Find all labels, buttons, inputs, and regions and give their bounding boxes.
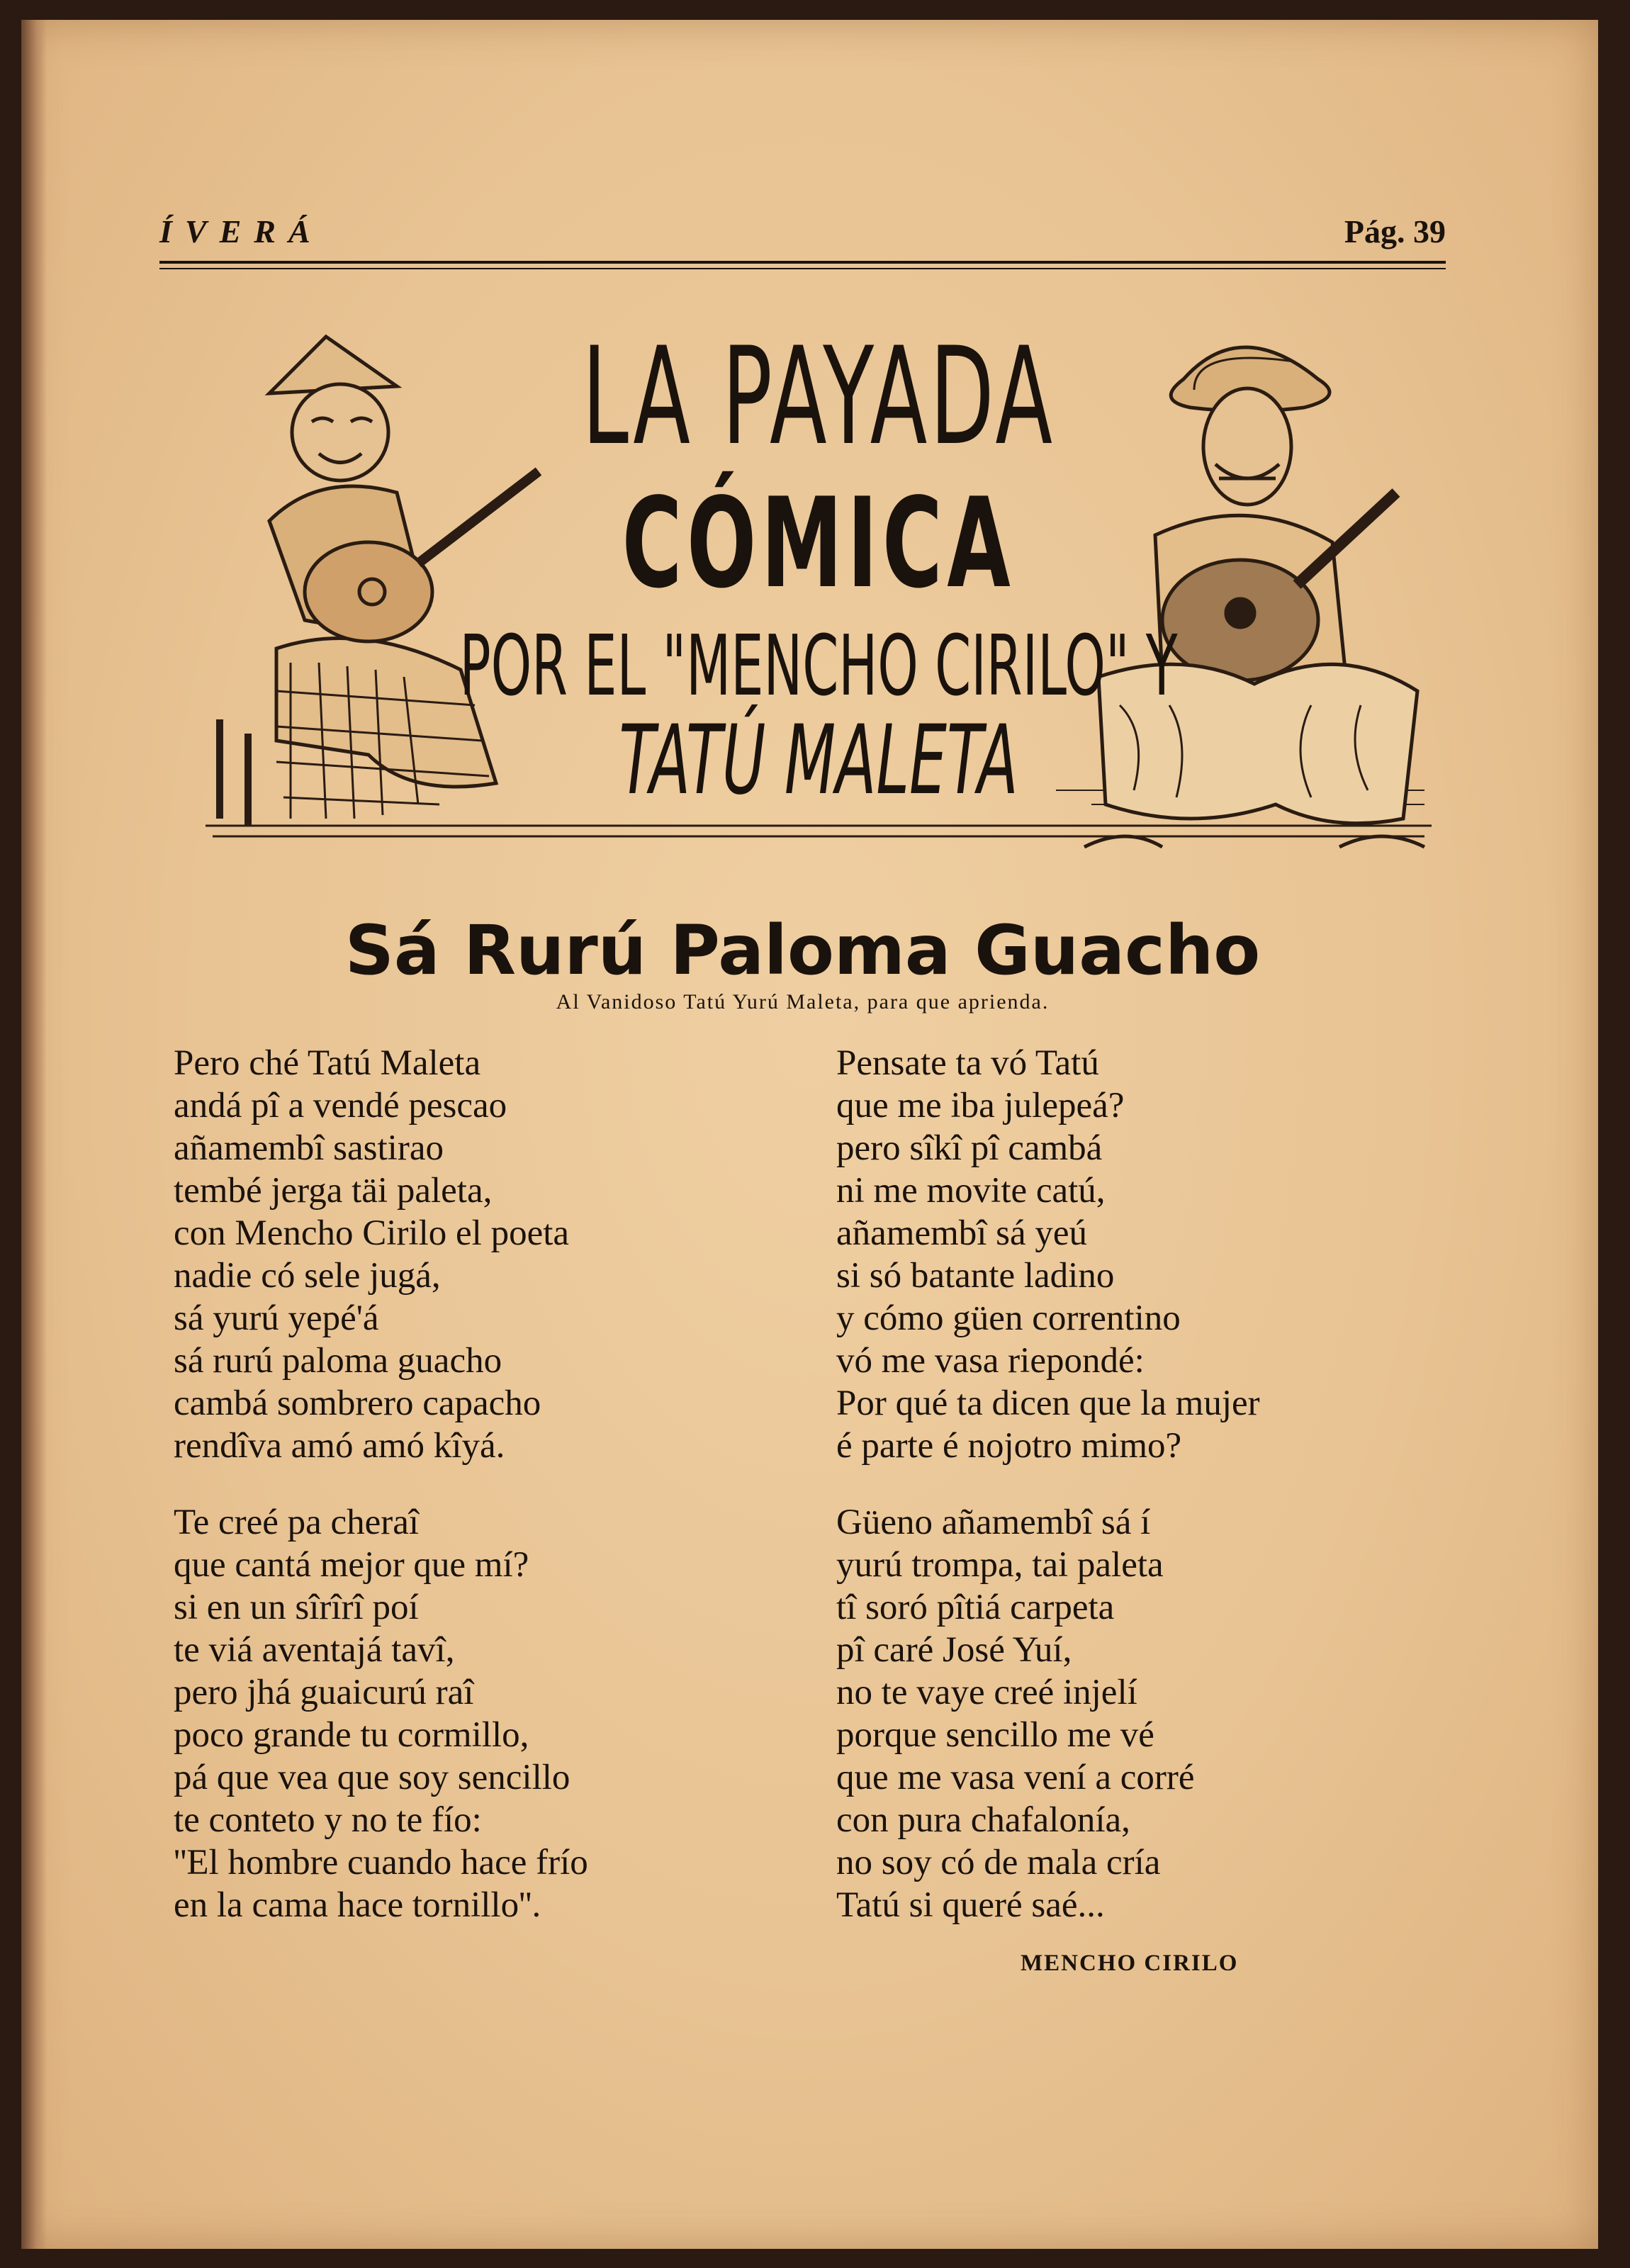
verse-line: vó me vasa riepondé: [836,1341,1145,1381]
verse-line: añamembî sá yeú [836,1213,1088,1253]
magazine-name: ÍVERÁ [159,213,323,249]
verse-line: añamembî sastirao [174,1128,444,1168]
verse-line: con Mencho Cirilo el poeta [174,1213,570,1253]
verse-line: Pensate ta vó Tatú [836,1043,1099,1083]
verse-line: tembé jerga täi paleta, [174,1171,493,1211]
verse-line: si só batante ladino [836,1256,1115,1296]
verse-line: Por qué ta dicen que la mujer [836,1383,1260,1423]
verse-line: Tatú si queré saé... [836,1885,1105,1925]
verse-line: que me iba julepeá? [836,1086,1125,1125]
verse-line: pero jhá guaicurú raî [174,1673,474,1712]
verse-line: te conteto y no te fío: [174,1800,482,1840]
verse-line: te viá aventajá tavî, [174,1630,455,1670]
banner-illustration [206,308,1432,868]
verse-line: pero sîkî pî cambá [836,1128,1103,1168]
verse-line: Pero ché Tatú Maleta [174,1043,481,1083]
page-spine-shadow [21,20,47,2249]
poem-title: Sá Rurú Paloma Guacho [344,911,1261,990]
verse-line: no soy có de mala cría [836,1843,1161,1882]
verse-line: y cómo güen correntino [836,1298,1181,1338]
verse-line: ''El hombre cuando hace frío [174,1843,588,1882]
verse-line: en la cama hace tornillo''. [174,1885,541,1925]
poem-left-column [174,1042,811,1960]
author-signature: MENCHO CIRILO [1021,1950,1239,1976]
poem-dedication: Al Vanidoso Tatú Yurú Maleta, para que aprienda. [556,990,1050,1014]
verse-line: nadie có sele jugá, [174,1256,441,1296]
banner-title-line1: LA PAYADA [582,318,1055,475]
verse-line: sá yurú yepé'á [174,1298,379,1338]
stanza [836,1042,1446,1467]
verse-line: con pura chafalonía, [836,1800,1130,1840]
poem-right-column [836,1042,1446,1960]
verse-line: pî caré José Yuí, [836,1630,1072,1670]
verse-line: no te vaye creé injelí [836,1673,1137,1712]
verse-line: cambá sombrero capacho [174,1383,541,1423]
verse-line: que me vasa vení a corré [836,1758,1195,1797]
banner-author-name: TATÚ MALETA [619,704,1018,816]
header-rule-thin [159,268,1446,269]
verse-line: porque sencillo me vé [836,1715,1154,1755]
verse-line: poco grande tu cormillo, [174,1715,529,1755]
verse-line: si en un sîrîrî poí [174,1588,419,1627]
verse-line: tî soró pîtiá carpeta [836,1588,1115,1627]
stanza [174,1042,811,1467]
banner-byline: POR EL "MENCHO CIRILO" Y [459,617,1178,714]
stanza [836,1501,1446,1926]
verse-line: Te creé pa cheraî [174,1503,420,1542]
verse-line: yurú trompa, tai paleta [836,1545,1164,1585]
verse-line: pá que vea que soy sencillo [174,1758,570,1797]
verse-line: andá pî a vendé pescao [174,1086,507,1125]
verse-line: sá rurú paloma guacho [174,1341,502,1381]
page-number: Pág. 39 [1344,213,1446,249]
verse-line: é parte é nojotro mimo? [836,1426,1182,1466]
verse-line: Güeno añamembî sá í [836,1503,1151,1542]
verse-line: que cantá mejor que mí? [174,1545,529,1585]
banner-title-line2: CÓMICA [622,472,1016,616]
verse-line: ni me movite catú, [836,1171,1106,1211]
header-rule [159,261,1446,264]
verse-line: rendîva amó amó kîyá. [174,1426,505,1466]
stanza [174,1501,811,1926]
page-header [159,213,1446,255]
